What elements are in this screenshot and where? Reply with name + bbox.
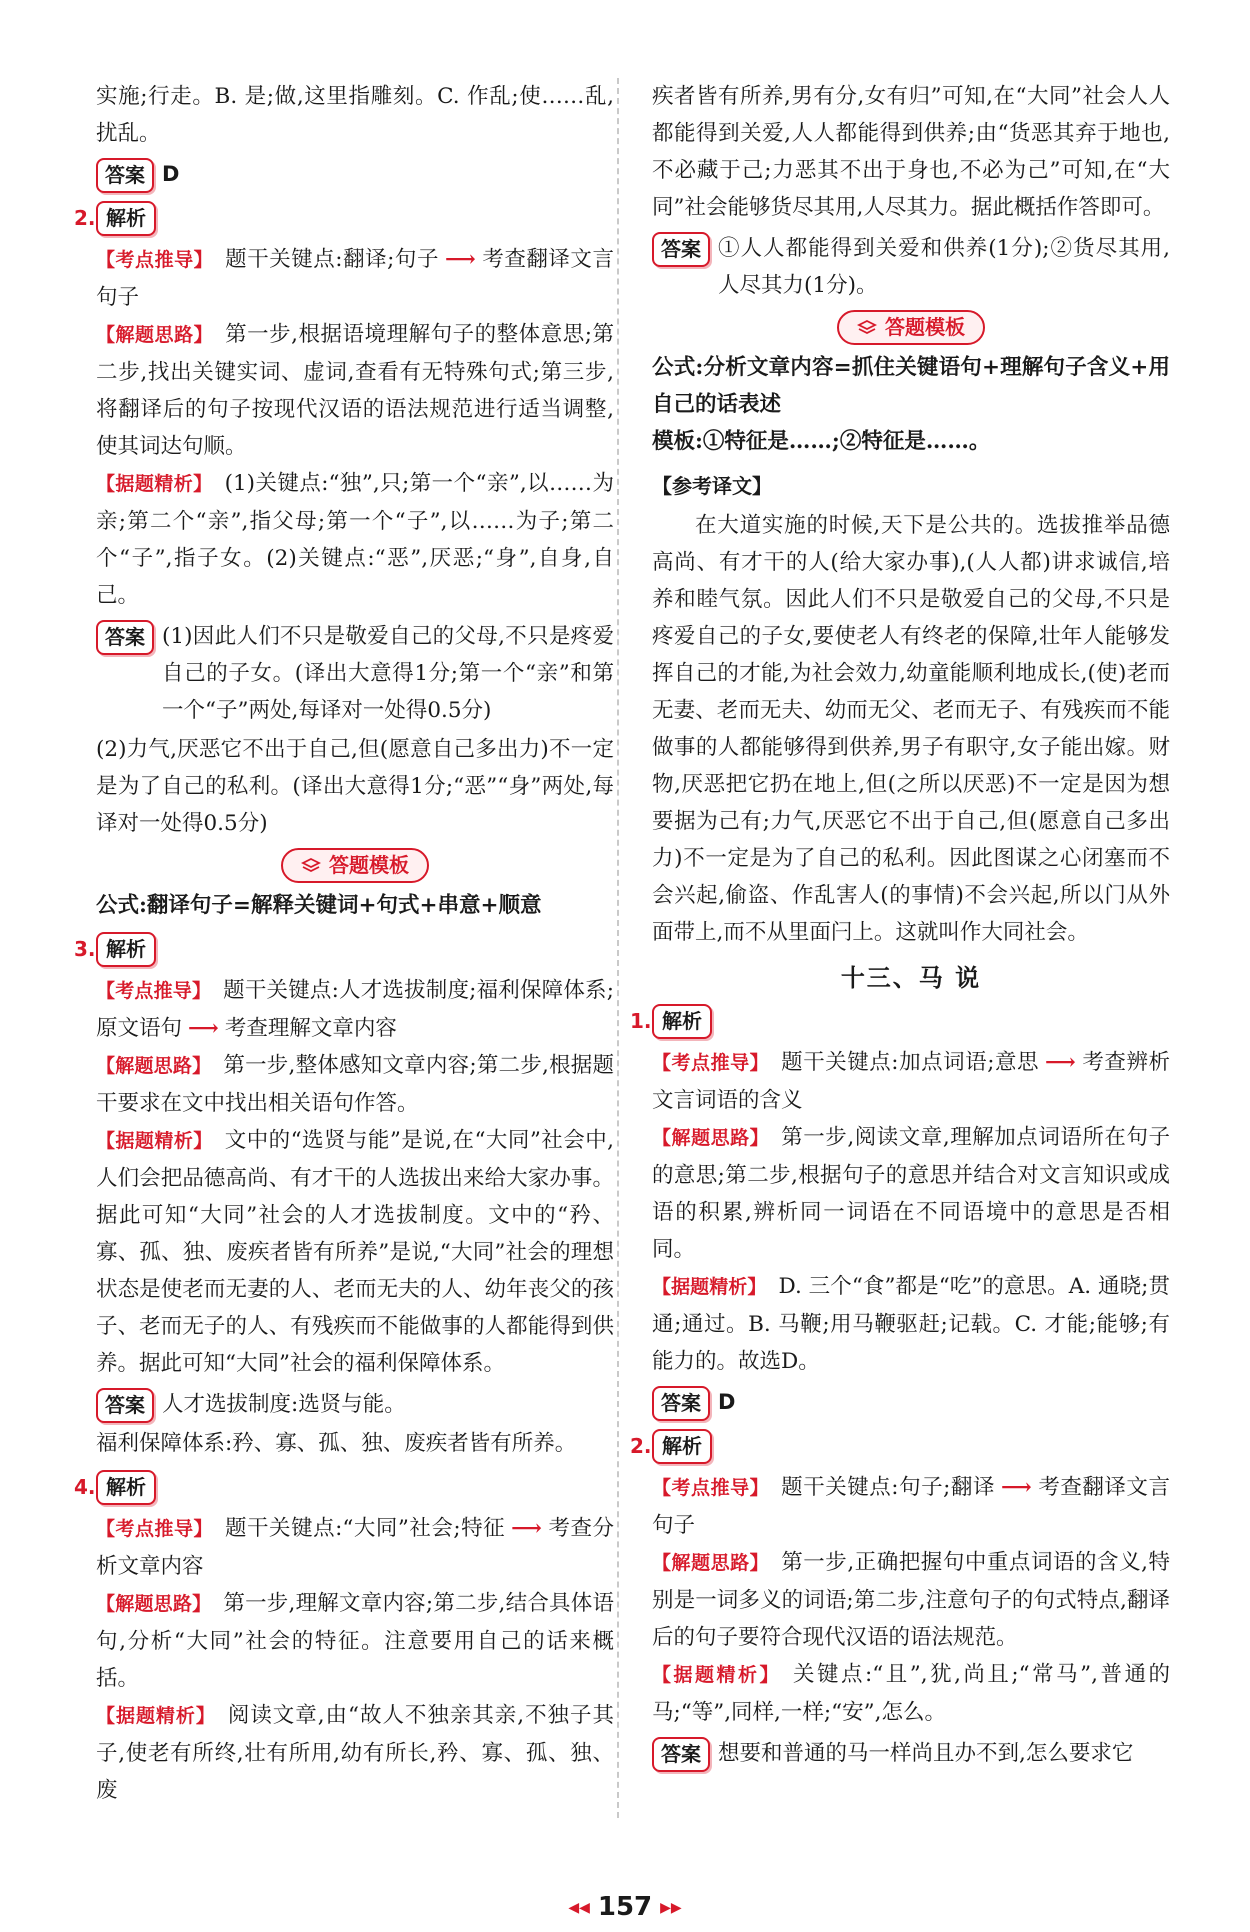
q4-model: 模板:①特征是……;②特征是……。 bbox=[652, 429, 991, 454]
jtjx-tag: 【据题精析】 bbox=[652, 1664, 782, 1686]
jtsl-text: 第一步,根据语境理解句子的整体意思;第二步,找出关键实词、虚词,查看有无特殊句式;第三步,将翻译后的句子按现代汉语的语法规范进行适当调整,使其词达句顺。 bbox=[96, 322, 614, 459]
question-number: 2. bbox=[630, 1433, 652, 1458]
kdtd-result: 考查分析文章内容 bbox=[96, 1516, 614, 1579]
layers-icon bbox=[301, 857, 321, 875]
arrow-icon: ⟶ bbox=[1000, 1475, 1032, 1500]
page-number bbox=[0, 1892, 1250, 1922]
jtjx-text: D. 三个“食”都是“吃”的意思。A. 通晓;贯通;通过。B. 马鞭;用马鞭驱赶;记载。C. 才能;能够;有能力的。故选D。 bbox=[652, 1274, 1170, 1374]
analysis-label: 解析 bbox=[652, 1004, 712, 1039]
page-number-text: 157 bbox=[597, 1892, 653, 1922]
template-text: 答题模板 bbox=[329, 853, 409, 877]
answer-label: 答案 bbox=[652, 232, 710, 267]
arrow-icon: ⟶ bbox=[1045, 1050, 1076, 1075]
kdtd-text: 题干关键点:翻译;句子 bbox=[225, 247, 439, 272]
analysis-label: 解析 bbox=[96, 932, 156, 967]
reference-translation-text: 在大道实施的时候,天下是公共的。选拔推举品德高尚、有才干的人(给大家办事),(人人都)讲求诚信,培养和睦气氛。因此人们不只是敬爱自己的父母,不只是疼爱自己的子女,要使老人有终老的保障,壮年人能够发挥自己的才能,为社会效力,幼童能顺利地成长,(使)老而无妻、老而无夫、幼而无父、老而无子、有残疾而不能做事的人都能够得到供养,男子有职守,女子能出嫁。财物,厌恶把它扔在地上,但(之所以厌恶)不一定是因为想要据为己有;力气,厌恶它不出于自己,但(愿意自己多出力)不一定是为了自己的私利。因此图谋之心闭塞而不会兴起,偷盗、作乱害人(的事情)不会兴起,所以门从外面带上,而不从里面闩上。这就叫作大同社会。 bbox=[652, 513, 1170, 945]
jtjx-tag: 【据题精析】 bbox=[96, 1130, 213, 1152]
kdtd-result: 考查翻译文言句子 bbox=[652, 1475, 1170, 1538]
q3-answer-2: 福利保障体系:矜、寡、孤、独、废疾者皆有所养。 bbox=[96, 1431, 577, 1456]
question-3-header bbox=[74, 930, 614, 968]
q4-jtjx bbox=[96, 1697, 614, 1809]
q2-jtjx bbox=[96, 465, 614, 614]
answer-label: 答案 bbox=[96, 158, 154, 193]
kdtd-tag: 【考点推导】 bbox=[652, 1052, 770, 1074]
s2-answer bbox=[652, 1735, 1170, 1772]
q4-answer bbox=[652, 230, 1170, 304]
jtjx-tag: 【据题精析】 bbox=[96, 473, 213, 495]
answer-text: (1)因此人们不只是敬爱自己的父母,不只是疼爱自己的子女。(译出大意得1分;第一个“亲”和第一个“子”两处,每译对一处得0.5分) bbox=[162, 624, 614, 723]
template-text: 答题模板 bbox=[885, 315, 965, 339]
jtjx-tag: 【据题精析】 bbox=[652, 1276, 767, 1298]
arrow-icon: ⟶ bbox=[188, 1016, 219, 1041]
kdtd-text: 题干关键点:“大同”社会;特征 bbox=[225, 1516, 506, 1541]
answer-label: 答案 bbox=[96, 1388, 154, 1423]
layers-icon bbox=[857, 319, 877, 337]
jtsl-text: 第一步,正确把握句中重点词语的含义,特别是一词多义的词语;第二步,注意句子的句式特点,翻译后的句子要符合现代汉语的语法规范。 bbox=[652, 1550, 1170, 1650]
answer-value: D bbox=[162, 162, 180, 186]
kdtd-result: 考查理解文章内容 bbox=[224, 1016, 397, 1041]
q3-jtsl bbox=[96, 1047, 614, 1122]
q4-jtsl bbox=[96, 1585, 614, 1697]
question-number: 2. bbox=[74, 205, 96, 230]
jtsl-tag: 【解题思路】 bbox=[652, 1127, 770, 1149]
answer-label: 答案 bbox=[652, 1386, 710, 1421]
s2-kdtd bbox=[652, 1469, 1170, 1544]
column-divider bbox=[617, 78, 619, 1818]
s2-jtjx bbox=[652, 1656, 1170, 1731]
jtsl-tag: 【解题思路】 bbox=[96, 324, 214, 346]
section-q2-header bbox=[630, 1427, 1170, 1465]
kdtd-result: 考查辨析文言词语的含义 bbox=[652, 1050, 1170, 1113]
kdtd-text: 题干关键点:人才选拔制度;福利保障体系;原文语句 bbox=[96, 978, 614, 1041]
right-column bbox=[630, 78, 1170, 1774]
q3-kdtd bbox=[96, 972, 614, 1047]
s1-jtsl bbox=[652, 1119, 1170, 1268]
answer-text: 想要和普通的马一样尚且办不到,怎么要求它 bbox=[718, 1741, 1134, 1766]
q4-formula: 公式:分析文章内容=抓住关键语句+理解句子含义+用自己的话表述 bbox=[652, 355, 1170, 417]
arrow-icon: ⟶ bbox=[511, 1516, 542, 1541]
jtsl-text: 第一步,阅读文章,理解加点词语所在句子的意思;第二步,根据句子的意思并结合对文言知识或成语的积累,辨析同一词语在不同语境中的意思是否相同。 bbox=[652, 1125, 1170, 1262]
q2-kdtd bbox=[96, 241, 614, 316]
jtjx-text: 关键点:“且”,犹,尚且;“常马”,普通的马;“等”,同样,一样;“安”,怎么。 bbox=[652, 1662, 1170, 1725]
jtsl-text: 第一步,整体感知文章内容;第二步,根据题干要求在文中找出相关语句作答。 bbox=[96, 1053, 614, 1116]
jtjx-text: (1)关键点:“独”,只;第一个“亲”,以……为亲;第二个“亲”,指父母;第一个“子”,以……为子;第二个“子”,指子女。(2)关键点:“恶”,厌恶;“身”,自身,自己。 bbox=[96, 471, 614, 608]
intro-answer bbox=[96, 156, 614, 193]
jtsl-text: 第一步,理解文章内容;第二步,结合具体语句,分析“大同”社会的特征。注意要用自己的话来概括。 bbox=[96, 1591, 614, 1691]
question-number: 4. bbox=[74, 1474, 96, 1499]
q2-formula: 公式:翻译句子=解释关键词+句式+串意+顺意 bbox=[96, 893, 542, 918]
arrow-icon: ⟶ bbox=[444, 247, 476, 272]
jtsl-tag: 【解题思路】 bbox=[652, 1552, 770, 1574]
q2-answer-2: (2)力气,厌恶它不出于自己,但(愿意自己多出力)不一定是为了自己的私利。(译出大意得1分;“恶”“身”两处,每译对一处得0.5分) bbox=[96, 737, 614, 836]
kdtd-tag: 【考点推导】 bbox=[96, 980, 212, 1002]
left-column bbox=[74, 78, 614, 1809]
q3-jtjx bbox=[96, 1122, 614, 1382]
reference-translation-heading: 【参考译文】 bbox=[652, 474, 772, 498]
jtjx-tag: 【据题精析】 bbox=[96, 1705, 216, 1727]
question-number: 1. bbox=[630, 1008, 652, 1033]
q2-jtsl bbox=[96, 316, 614, 465]
answer-label: 答案 bbox=[96, 620, 154, 655]
analysis-label: 解析 bbox=[96, 201, 156, 236]
kdtd-text: 题干关键点:句子;翻译 bbox=[781, 1475, 995, 1500]
template-label bbox=[281, 848, 429, 883]
answer-text: ①人人都能得到关爱和供养(1分);②货尽其用,人尽其力(1分)。 bbox=[718, 236, 1170, 298]
q2-answer bbox=[96, 618, 614, 729]
right-triangle-icon: ▶▶ bbox=[660, 1899, 682, 1916]
analysis-label: 解析 bbox=[652, 1429, 712, 1464]
answer-label: 答案 bbox=[652, 1737, 710, 1772]
s1-answer bbox=[652, 1384, 1170, 1421]
template-label bbox=[837, 310, 985, 345]
jtjx-text: 阅读文章,由“故人不独亲其亲,不独子其子,使老有所终,壮有所用,幼有所长,矜、寡、孤、独、废 bbox=[96, 1703, 614, 1803]
q3-answer bbox=[96, 1386, 614, 1423]
question-2-header bbox=[74, 199, 614, 237]
section-title: 十三、马 说 bbox=[840, 963, 982, 992]
question-4-header bbox=[74, 1468, 614, 1506]
q4-kdtd bbox=[96, 1510, 614, 1585]
kdtd-tag: 【考点推导】 bbox=[96, 249, 214, 271]
s1-jtjx bbox=[652, 1268, 1170, 1380]
s1-kdtd bbox=[652, 1044, 1170, 1119]
kdtd-tag: 【考点推导】 bbox=[96, 1518, 214, 1540]
template-banner bbox=[96, 848, 614, 883]
intro-text: 实施;行走。B. 是;做,这里指雕刻。C. 作乱;使……乱,扰乱。 bbox=[96, 84, 614, 146]
left-triangle-icon: ◀◀ bbox=[568, 1899, 590, 1916]
analysis-label: 解析 bbox=[96, 1470, 156, 1505]
s2-jtsl bbox=[652, 1544, 1170, 1656]
jtjx-text: 文中的“选贤与能”是说,在“大同”社会中,人们会把品德高尚、有才干的人选拔出来给大家办事。据此可知“大同”社会的人才选拔制度。文中的“矜、寡、孤、独、废疾者皆有所养”是说,“大同”社会的理想状态是使老而无妻的人、老而无夫的人、幼年丧父的孩子、老而无子的人、有残疾而不能做事的人都能得到供养。据此可知“大同”社会的福利保障体系。 bbox=[96, 1128, 614, 1376]
template-banner bbox=[652, 310, 1170, 345]
kdtd-text: 题干关键点:加点词语;意思 bbox=[781, 1050, 1040, 1075]
q4-continued: 疾者皆有所养,男有分,女有归”可知,在“大同”社会人人都能得到关爱,人人都能得到供养;由“货恶其弃于地也,不必藏于己;力恶其不出于身也,不必为己”可知,在“大同”社会能够货尽其用,人尽其力。据此概括作答即可。 bbox=[652, 84, 1170, 220]
answer-value: D bbox=[718, 1390, 736, 1414]
kdtd-result: 考查翻译文言句子 bbox=[96, 247, 614, 310]
section-q1-header bbox=[630, 1002, 1170, 1040]
question-number: 3. bbox=[74, 936, 96, 961]
kdtd-tag: 【考点推导】 bbox=[652, 1477, 770, 1499]
jtsl-tag: 【解题思路】 bbox=[96, 1055, 212, 1077]
answer-text: 人才选拔制度:选贤与能。 bbox=[162, 1392, 406, 1417]
jtsl-tag: 【解题思路】 bbox=[96, 1593, 212, 1615]
